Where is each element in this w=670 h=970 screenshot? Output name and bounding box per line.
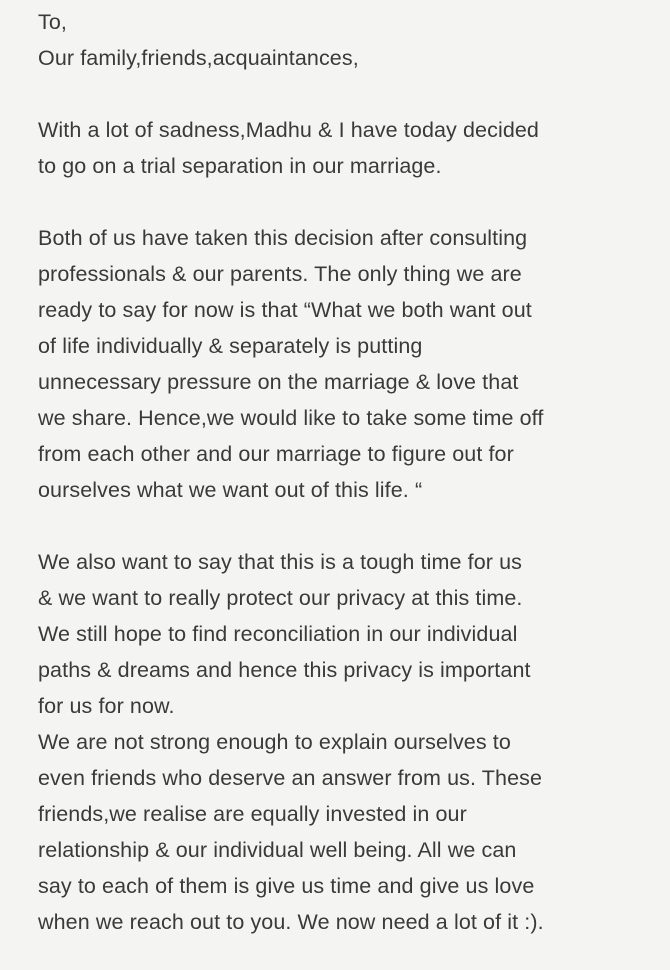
salutation-line-1: To, xyxy=(38,10,67,34)
paragraph3-line-5: for us for now. xyxy=(38,694,175,718)
paragraph2-line-2: professionals & our parents. The only thing we are xyxy=(38,262,522,286)
salutation-line-2: Our family,friends,acquaintances, xyxy=(38,46,359,70)
paragraph3-line-9: relationship & our individual well being. All we can xyxy=(38,838,517,862)
paragraph2-line-5: unnecessary pressure on the marriage & love that xyxy=(38,370,519,394)
paragraph3-line-4: paths & dreams and hence this privacy is important xyxy=(38,658,531,682)
paragraph2-line-1: Both of us have taken this decision after consulting xyxy=(38,226,528,250)
paragraph1-line-1: With a lot of sadness,Madhu & I have today decided xyxy=(38,118,539,142)
paragraph3-line-11: when we reach out to you. We now need a lot of it :). xyxy=(38,910,544,934)
paragraph3-line-1: We also want to say that this is a tough time for us xyxy=(38,550,523,574)
paragraph2-line-8: ourselves what we want out of this life. “ xyxy=(38,478,423,502)
paragraph2-line-4: of life individually & separately is putting xyxy=(38,334,423,358)
paragraph3-line-6: We are not strong enough to explain ourselves to xyxy=(38,730,511,754)
paragraph1-line-2: to go on a trial separation in our marriage. xyxy=(38,154,442,178)
paragraph3-line-2: & we want to really protect our privacy at this time. xyxy=(38,586,523,610)
paragraph3-line-3: We still hope to find reconciliation in our individual xyxy=(38,622,518,646)
paragraph3-line-10: say to each of them is give us time and give us love xyxy=(38,874,535,898)
paragraph3-line-7: even friends who deserve an answer from us. These xyxy=(38,766,543,790)
paragraph2-line-3: ready to say for now is that “What we both want out xyxy=(38,298,532,322)
paragraph2-line-6: we share. Hence,we would like to take some time off xyxy=(38,406,544,430)
paragraph3-line-8: friends,we realise are equally invested in our xyxy=(38,802,467,826)
paragraph2-line-7: from each other and our marriage to figure out for xyxy=(38,442,514,466)
